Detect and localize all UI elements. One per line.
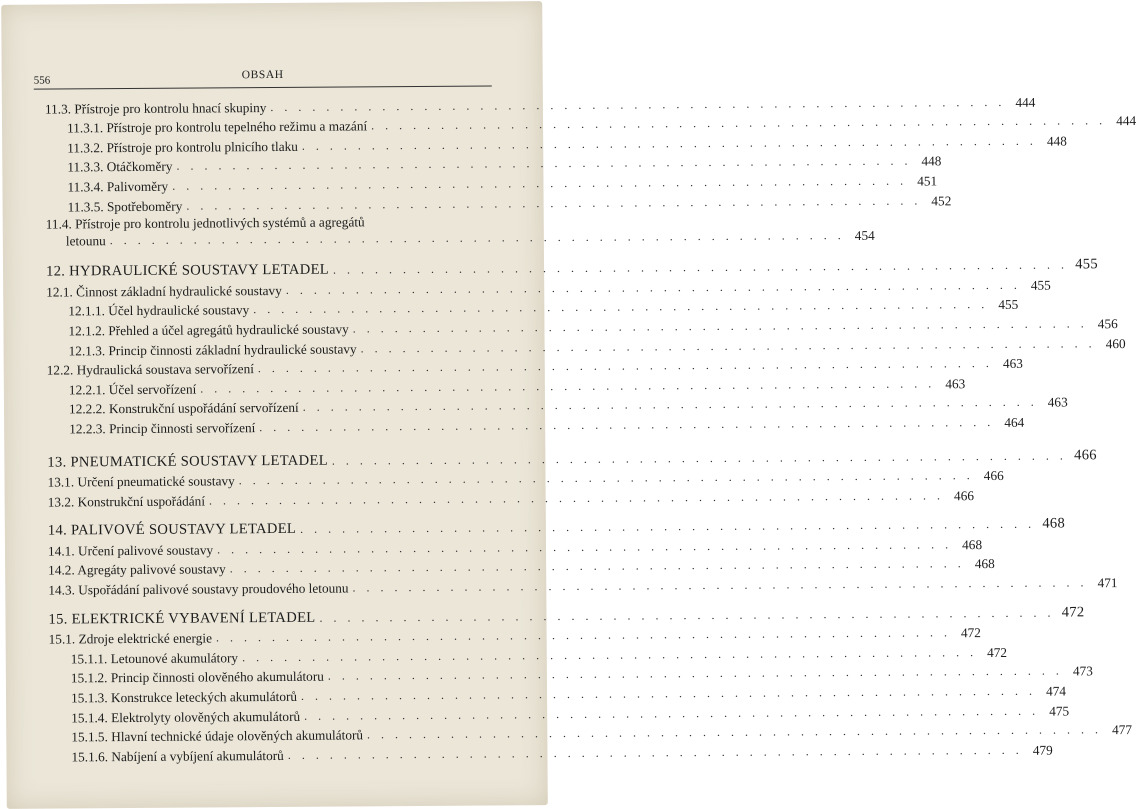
toc-entry-page: 466 [983, 468, 1004, 484]
toc-chapter-title: 14. PALIVOVÉ SOUSTAVY LETADEL [47, 521, 297, 539]
page-number: 556 [33, 74, 51, 87]
dot-leader: . . . . . . . . . . . . . . . . . . . . . . . . . . . . . . . . . . . . . . . . . . . . . . . . . . . . . [200, 376, 936, 396]
toc-entry-title: 14.1. Určení palivové soustavy [47, 542, 214, 559]
dot-leader: . . . . . . . . . . . . . . . . . . . . . . . . . . . . . . . . . . . . . . . . . . . . . . . . . . . . . [176, 153, 912, 174]
dot-leader: . . . . . . . . . . . . . . . . . . . . . . . . . . . . . . . . . . . . . . . . . . . . . . . . . . . . . [371, 113, 1107, 133]
toc-entry-page: 473 [1072, 663, 1093, 679]
toc-entry [45, 212, 875, 251]
toc-entry-title: 12.2.2. Konstrukční uspořádání servořízení [68, 400, 299, 417]
toc-entry-title: 12.1. Činnost základní hydraulické soustavy [46, 282, 282, 300]
toc-entry-page: 452 [931, 192, 952, 208]
toc-entry-title: 12.1.3. Princip činnosti základní hydraulické soustavy [68, 340, 357, 358]
dot-leader: . . . . . . . . . . . . . . . . . . . . . . . . . . . . . . . . . . . . . . . . . . . . . . . . . . . . . [186, 193, 922, 213]
toc-entry-title: 11.3.2. Přístroje pro kontrolu plnicího tlaku [67, 138, 298, 156]
toc-entry-title: 15.1.1. Letounové akumulátory [70, 650, 239, 667]
toc-entry-title: 15.1.2. Princip činnosti olověného akumulátoru [70, 669, 324, 686]
toc-entry-page: 474 [1045, 683, 1067, 699]
dot-leader: . . . . . . . . . . . . . . . . . . . . . . . . . . . . . . . . . . . . . . . . . . . . . . . . . . . . . [332, 257, 1069, 277]
dot-leader: . . . . . . . . . . . . . . . . . . . . . . . . . . . . . . . . . . . . . . . . . . . . . . . . . . . . . [229, 556, 965, 576]
toc-entry-title: 11.4. Přístroje pro kontrolu jednotlivých systémů a agregátů [45, 213, 365, 232]
toc-entry-page: 463 [1002, 355, 1023, 372]
table-of-contents [44, 94, 1137, 765]
toc-entry-title: 12.2. Hydraulická soustava servořízení [46, 361, 254, 378]
book-page [1, 1, 1137, 809]
toc-entry-page: 464 [1004, 414, 1025, 430]
toc-entry-title: 11.3. Přístroje pro kontrolu hnací skupiny [44, 99, 267, 117]
toc-entry-page: 463 [1047, 394, 1068, 410]
dot-leader: . . . . . . . . . . . . . . . . . . . . . . . . . . . . . . . . . . . . . . . . . . . . . . . . . . . . . [172, 173, 908, 193]
toc-entry-title: 13.1. Určení pneumatické soustavy [47, 473, 235, 490]
toc-entry-page: 472 [1061, 604, 1085, 621]
dot-leader: . . . . . . . . . . . . . . . . . . . . . . . . . . . . . . . . . . . . . . . . . . . . . . . . . . . . . [217, 537, 953, 557]
dot-leader: . . . . . . . . . . . . . . . . . . . . . . . . . . . . . . . . . . . . . . . . . . . . . . . . . . . . . [285, 277, 1021, 297]
dot-leader: . . . . . . . . . . . . . . . . . . . . . . . . . . . . . . . . . . . . . . . . . . . . . . . . . . . . . [331, 447, 1067, 468]
toc-entry [49, 742, 1053, 766]
toc-entry-title-continued: letounu [65, 232, 106, 249]
dot-leader: . . . . . . . . . . . . . . . . . . . . . . . . . . . . . . . . . . . . . . . . . . . . . . . . . . . . . [109, 227, 845, 247]
toc-entry-title: 15.1. Zdroje elektrické energie [48, 630, 212, 647]
toc-entry-page: 468 [974, 556, 995, 572]
dot-leader: . . . . . . . . . . . . . . . . . . . . . . . . . . . . . . . . . . . . . . . . . . . . . . . . . . . . . [327, 663, 1063, 684]
toc-entry-title: 15.1.3. Konstrukce leteckých akumulátorů [70, 688, 298, 706]
toc-entry-page: 444 [1015, 94, 1036, 110]
dot-leader: . . . . . . . . . . . . . . . . . . . . . . . . . . . . . . . . . . . . . . . . . . . . . . . . . . . . . [253, 297, 989, 317]
toc-entry-page: 479 [1032, 742, 1053, 758]
toc-entry-title: 14.2. Agregáty palivové soustavy [48, 561, 226, 579]
toc-entry-title: 15.1.5. Hlavní technické údaje olověných akumulátorů [71, 727, 364, 745]
dot-leader: . . . . . . . . . . . . . . . . . . . . . . . . . . . . . . . . . . . . . . . . . . . . . . . . . . . . . [257, 356, 993, 376]
dot-leader: . . . . . . . . . . . . . . . . . . . . . . . . . . . . . . . . . . . . . . . . . . . . . . . . . . . . . [352, 316, 1088, 336]
toc-entry-page: 451 [917, 173, 938, 189]
dot-leader: . . . . . . . . . . . . . . . . . . . . . . . . . . . . . . . . . . . . . . . . . . . . . . . . . . . . . [319, 605, 1055, 625]
toc-entry-title: 14.3. Uspořádání palivové soustavy proudového letounu [48, 580, 349, 598]
toc-entry-page: 455 [1030, 277, 1051, 293]
header-title: OBSAH [241, 68, 284, 82]
dot-leader: . . . . . . . . . . . . . . . . . . . . . . . . . . . . . . . . . . . . . . . . . . . . . . . . . . . . . [304, 703, 1040, 723]
toc-entry-title: 11.3.3. Otáčkoměry [67, 159, 173, 175]
toc-entry-page: 448 [921, 153, 942, 169]
toc-entry [47, 414, 1025, 438]
toc-entry-page: 477 [1112, 722, 1133, 738]
dot-leader: . . . . . . . . . . . . . . . . . . . . . . . . . . . . . . . . . . . . . . . . . . . . . . . . . . . . . [301, 133, 1037, 153]
dot-leader: . . . . . . . . . . . . . . . . . . . . . . . . . . . . . . . . . . . . . . . . . . . . . . . . . . . . . [300, 516, 1036, 537]
toc-entry-title: 15.1.4. Elektrolyty olověných akumulátorů [71, 708, 301, 726]
dot-leader: . . . . . . . . . . . . . . . . . . . . . . . . . . . . . . . . . . . . . . . . . . . . . . . . . . . . . [302, 394, 1038, 415]
toc-entry-title: 12.1.2. Přehled a účel agregátů hydraulické soustavy [68, 321, 349, 339]
dot-leader: . . . . . . . . . . . . . . . . . . . . . . . . . . . . . . . . . . . . . . . . . . . . . . . . . . . . . [287, 742, 1023, 762]
toc-entry-page: 455 [998, 297, 1019, 313]
toc-entry-page: 475 [1049, 703, 1070, 719]
toc-chapter-title: 15. ELEKTRICKÉ VYBAVENÍ LETADEL [48, 609, 316, 628]
dot-leader: . . . . . . . . . . . . . . . . . . . . . . . . . . . . . . . . . . . . . . . . . . . . . . . . . . . . . [208, 488, 945, 508]
dot-leader: . . . . . . . . . . . . . . . . . . . . . . . . . . . . . . . . . . . . . . . . . . . . . . . . . . . . . [238, 468, 974, 488]
toc-entry-title: 12.1.1. Účel hydraulické soustavy [68, 302, 250, 319]
dot-leader: . . . . . . . . . . . . . . . . . . . . . . . . . . . . . . . . . . . . . . . . . . . . . . . . . . . . . [242, 644, 978, 665]
page-header [34, 67, 492, 89]
toc-entry-page: 472 [960, 625, 981, 641]
toc-entry-title: 11.3.4. Palivoměry [67, 178, 169, 195]
toc-entry-page: 444 [1116, 113, 1137, 129]
toc-chapter-title: 13. PNEUMATICKÉ SOUSTAVY LETADEL [47, 452, 328, 471]
toc-entry-title: 11.3.5. Spotřeboměry [67, 198, 183, 215]
toc-entry-page: 448 [1046, 133, 1067, 149]
toc-entry-page: 466 [1074, 446, 1097, 463]
dot-leader: . . . . . . . . . . . . . . . . . . . . . . . . . . . . . . . . . . . . . . . . . . . . . . . . . . . . . [366, 722, 1103, 742]
toc-entry-page: 468 [1042, 515, 1066, 532]
dot-leader: . . . . . . . . . . . . . . . . . . . . . . . . . . . . . . . . . . . . . . . . . . . . . . . . . . . . . [352, 575, 1088, 595]
dot-leader: . . . . . . . . . . . . . . . . . . . . . . . . . . . . . . . . . . . . . . . . . . . . . . . . . . . . . [259, 414, 995, 435]
dot-leader: . . . . . . . . . . . . . . . . . . . . . . . . . . . . . . . . . . . . . . . . . . . . . . . . . . . . . [360, 335, 1096, 355]
toc-entry-title: 11.3.1. Přístroje pro kontrolu tepelného režimu a mazání [67, 118, 368, 136]
dot-leader: . . . . . . . . . . . . . . . . . . . . . . . . . . . . . . . . . . . . . . . . . . . . . . . . . . . . . [270, 94, 1006, 114]
toc-entry-title: 13.2. Konstrukční uspořádání [47, 493, 206, 510]
toc-entry-page: 466 [953, 487, 975, 503]
toc-entry-page: 454 [854, 227, 875, 243]
toc-entry-page: 463 [945, 375, 966, 392]
toc-entry-page: 456 [1097, 316, 1118, 332]
toc-entry-page: 460 [1105, 335, 1126, 351]
toc-entry-title: 15.1.6. Nabíjení a vybíjení akumulátorů [71, 747, 284, 765]
toc-entry-page: 472 [987, 644, 1008, 660]
toc-entry-page: 455 [1075, 256, 1099, 273]
toc-entry-title: 12.2.3. Princip činnosti servořízení [69, 420, 256, 437]
toc-entry [47, 487, 975, 511]
toc-entry-page: 468 [962, 536, 983, 553]
toc-entry-title: 12.2.1. Účel servořízení [68, 381, 197, 398]
toc-entry-page: 471 [1097, 575, 1118, 591]
dot-leader: . . . . . . . . . . . . . . . . . . . . . . . . . . . . . . . . . . . . . . . . . . . . . . . . . . . . . [215, 625, 951, 645]
dot-leader: . . . . . . . . . . . . . . . . . . . . . . . . . . . . . . . . . . . . . . . . . . . . . . . . . . . . . [300, 683, 1037, 703]
toc-entry [48, 575, 1118, 599]
toc-chapter-title: 12. HYDRAULICKÉ SOUSTAVY LETADEL [46, 261, 330, 280]
